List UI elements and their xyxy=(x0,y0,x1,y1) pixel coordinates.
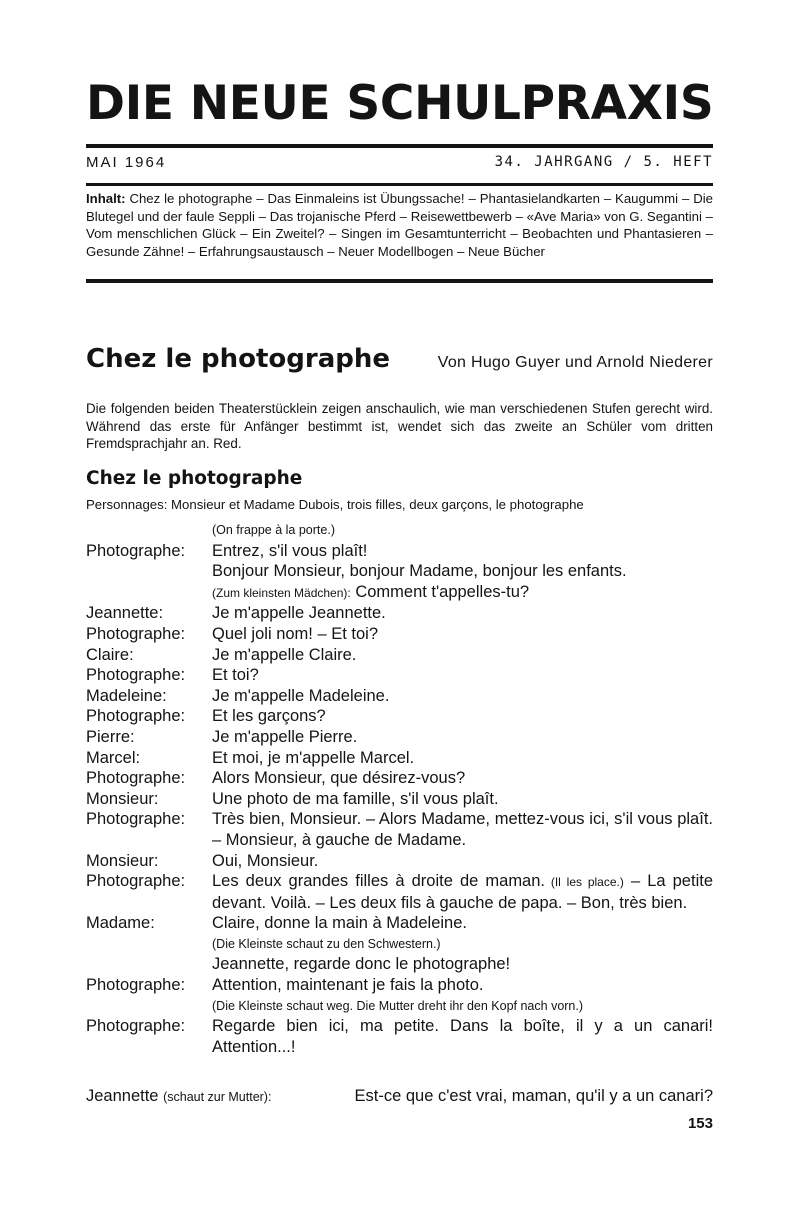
dialog-speaker xyxy=(86,520,212,541)
dialog-speaker: Madame: xyxy=(86,914,155,933)
dialog-line xyxy=(86,954,713,975)
dialog-line xyxy=(86,1016,713,1057)
article-header xyxy=(86,344,713,374)
dialog-line xyxy=(86,768,713,789)
dialog-speaker: Jeannette (schaut zur Mutter): xyxy=(86,1087,272,1105)
divider xyxy=(86,144,713,148)
dialog-speaker xyxy=(86,934,212,955)
article-authors: Von Hugo Guyer und Arnold Niederer xyxy=(437,354,713,371)
dialog-line xyxy=(86,624,713,645)
dialog-line xyxy=(86,748,713,769)
dialog-text: (Die Kleinste schaut zu den Schwestern.) xyxy=(212,936,441,951)
dialog-text: Claire, donne la main à Madeleine. xyxy=(212,914,467,933)
dialog-text: Et les garçons? xyxy=(212,707,326,726)
dialog-line xyxy=(86,727,713,748)
dialog-text: Je m'appelle Jeannette. xyxy=(212,604,386,623)
dialog-speaker: Photographe: xyxy=(86,872,186,891)
dialog-text: Oui, Monsieur. xyxy=(212,851,319,870)
dialog-text: Une photo de ma famille, s'il vous plaît. xyxy=(212,789,499,808)
dialog-speaker: Photographe: xyxy=(86,541,186,560)
dialog-speaker xyxy=(86,954,212,975)
dialog-line xyxy=(86,996,713,1017)
dialog-speaker: Photographe: xyxy=(86,769,186,788)
dialog-text: Jeannette, regarde donc le photographe! xyxy=(212,955,511,974)
page-number: 153 xyxy=(687,1115,713,1132)
dialog-line xyxy=(86,913,713,934)
dialog-text: Très bien, Monsieur. – Alors Madame, mettez-vous ici, s'il vous plaît. – Monsieur, à gauche de Madame. xyxy=(212,810,713,849)
dialog-text: Quel joli nom! – Et toi? xyxy=(212,624,378,643)
dialog-text: (Die Kleinste schaut weg. Die Mutter dreht ihr den Kopf nach vorn.) xyxy=(212,998,584,1013)
dialog-text: (On frappe à la porte.) xyxy=(212,523,335,537)
dialog-speaker: Claire: xyxy=(86,645,134,664)
dialog-text: Je m'appelle Claire. xyxy=(212,645,357,664)
stage-note: (schaut zur Mutter): xyxy=(163,1090,272,1104)
dialog-line xyxy=(86,975,713,996)
dialog-text: Regarde bien ici, ma petite. Dans la boîte, il y a un canari! Attention...! xyxy=(212,1017,713,1056)
dialog xyxy=(86,520,713,1057)
divider xyxy=(86,279,713,283)
dialog-speaker: Marcel: xyxy=(86,748,141,767)
play-title: Chez le photographe xyxy=(86,468,303,489)
issue-date: MAI 1964 xyxy=(86,154,167,171)
divider xyxy=(86,183,713,186)
dialog-text: Je m'appelle Pierre. xyxy=(212,727,358,746)
dialog-line xyxy=(86,541,713,562)
article-title: Chez le photographe xyxy=(86,344,391,374)
dialog-speaker: Photographe: xyxy=(86,1017,186,1036)
issue-number: 34. JAHRGANG / 5. HEFT xyxy=(494,154,713,170)
contents-label: Inhalt: xyxy=(86,191,126,206)
dialog-speaker: Madeleine: xyxy=(86,686,167,705)
dialog-text: Je m'appelle Madeleine. xyxy=(212,686,390,705)
stage-note: (Zum kleinsten Mädchen): xyxy=(212,585,351,600)
dialog-text: Et moi, je m'appelle Marcel. xyxy=(212,748,415,767)
dialog-line-last xyxy=(86,1086,713,1108)
dialog-text: (Zum kleinsten Mädchen): Comment t'appelles-tu? xyxy=(212,582,530,601)
dialog-speaker: Photographe: xyxy=(86,976,186,995)
dialog-speaker xyxy=(86,582,212,604)
masthead-title: DIE NEUE SCHULPRAXIS xyxy=(86,76,714,131)
dialog-line xyxy=(86,520,713,541)
table-of-contents xyxy=(86,190,713,260)
dialog-line xyxy=(86,603,713,624)
dialog-text: Bonjour Monsieur, bonjour Madame, bonjour les enfants. xyxy=(212,562,627,581)
dialog-line xyxy=(86,851,713,872)
dialog-text: Alors Monsieur, que désirez-vous? xyxy=(212,769,466,788)
dialog-text: Est-ce que c'est vrai, maman, qu'il y a un canari? xyxy=(354,1087,713,1105)
dialog-line xyxy=(86,706,713,727)
contents-text: Chez le photographe – Das Einmaleins ist Übungssache! – Phantasielandkarten – Kaugummi – Die Blutegel und der faule Seppli – Das trojanische Pferd – Reisewettbewerb – «Ave Maria» von G. Segantini – Vom menschlichen Glück – Ein Zweitel? – Singen im Gesamtunterricht – Beobachten und Phantasieren – Gesunde Zähne! – Erfahrungsaustausch – Neuer Modellbogen – Neue Bücher xyxy=(86,191,713,259)
dialog-line xyxy=(86,561,713,582)
dialog-text: Attention, maintenant je fais la photo. xyxy=(212,976,484,995)
dialog-line xyxy=(86,665,713,686)
dialog-speaker xyxy=(86,996,212,1017)
dialog-speaker xyxy=(86,561,212,582)
stage-note: (Il les place.) xyxy=(545,875,624,890)
article-intro: Die folgenden beiden Theaterstücklein zeigen anschaulich, wie man verschiedenen Stufen gerecht wird. Während das erste für Anfänger bestimmt ist, wendet sich das zweite an Schüler vom dritten Fremdsprachjahr an. Red. xyxy=(86,401,713,452)
dialog-line xyxy=(86,645,713,666)
issue-line xyxy=(86,154,713,171)
dialog-speaker: Photographe: xyxy=(86,624,186,643)
personnages: Personnages: Monsieur et Madame Dubois, trois filles, deux garçons, le photographe xyxy=(86,497,584,512)
dialog-line xyxy=(86,686,713,707)
dialog-text: Les deux grandes filles à droite de maman. (Il les place.) – La petite devant. Voilà. – Les deux fils à gauche de papa. – Bon, très bien. xyxy=(212,872,713,912)
dialog-speaker: Monsieur: xyxy=(86,851,159,870)
dialog-speaker: Monsieur: xyxy=(86,789,159,808)
dialog-speaker: Photographe: xyxy=(86,810,186,829)
dialog-line xyxy=(86,789,713,810)
dialog-line xyxy=(86,809,713,850)
dialog-speaker: Jeannette: xyxy=(86,604,164,623)
dialog-speaker: Pierre: xyxy=(86,727,135,746)
dialog-text: Et toi? xyxy=(212,666,259,685)
dialog-speaker: Photographe: xyxy=(86,666,186,685)
dialog-line xyxy=(86,582,713,604)
dialog-text: Entrez, s'il vous plaît! xyxy=(212,541,368,560)
dialog-speaker: Photographe: xyxy=(86,707,186,726)
dialog-line xyxy=(86,871,713,913)
dialog-line xyxy=(86,934,713,955)
